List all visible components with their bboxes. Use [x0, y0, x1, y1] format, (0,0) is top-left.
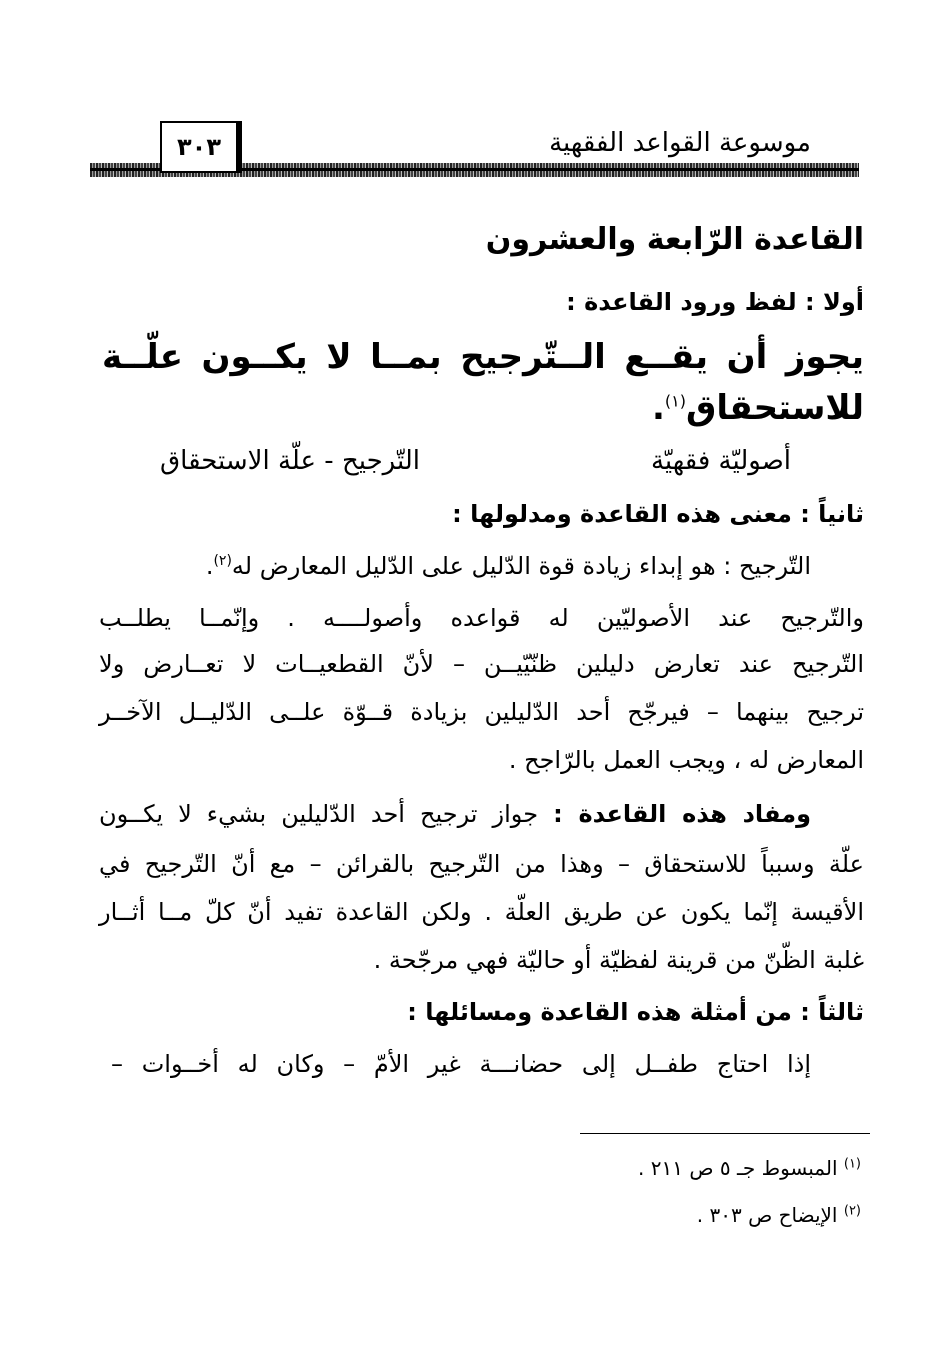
rule-text-word: للاستحقاق	[685, 388, 864, 428]
paragraph-line	[206, 552, 811, 580]
definition-end: .	[205, 552, 214, 580]
third-heading: ثالثاً : من أمثلة هذه القاعدة ومسائلها :	[407, 998, 864, 1026]
paragraph-line: إذا احتاج طفــل إلى حضانـــة غير الأمّ – وكان له أخــوات –	[111, 1050, 811, 1078]
paragraph-line: التّرجيح عند تعارض دليلين ظنّيّيــن – لأنّ القطعيــات لا تعــارض ولا	[99, 650, 864, 678]
rule-text-line1: يجوز أن يقــع الــتّرجيح بمــا لا يكــون علّــة	[102, 337, 864, 377]
paragraph-line: غلبة الظّنّ من قرينة لفظيّة أو حاليّة فهي مرجّحة .	[373, 946, 864, 974]
footnote-marker: (١)	[843, 1156, 861, 1172]
paragraph-line: والتّرجيح عند الأصوليّين له قواعده وأصولــــه . وإنّمــا يطلــب	[99, 604, 864, 632]
footnote-text: الإيضاح ص ٣٠٣ .	[696, 1203, 838, 1227]
footnote-text: المبسوط جـ ٥ ص ٢١١ .	[638, 1156, 838, 1180]
first-heading: أولا : لفظ ورود القاعدة :	[566, 288, 864, 316]
keywords-classification: أصوليّة فقهيّة	[650, 446, 791, 476]
definition-text: التّرجيح : هو إبداء زيادة قوة الدّليل على الدّليل المعارض له	[231, 552, 811, 580]
paragraph-line: المعارض له ، ويجب العمل بالرّاجح .	[508, 746, 864, 774]
paragraph-line: ترجيح بينهما – فيرجّح أحد الدّليلين بزيادة قــوّة علــى الدّليــل الآخــر	[99, 698, 864, 726]
paragraph-line: علّة وسبباً للاستحقاق – وهذا من التّرجيح بالقرائن – مع أنّ التّرجيح في	[99, 850, 864, 878]
rule-text-line2	[652, 388, 864, 428]
page-number: ٣٠٣	[160, 121, 242, 173]
footnote-marker: (٢)	[843, 1203, 861, 1219]
rule-text-end: .	[651, 388, 665, 428]
section-title: القاعدة الرّابعة والعشرون	[485, 222, 864, 257]
footnote	[697, 1203, 861, 1227]
footnote-ref: (٢)	[213, 553, 232, 569]
keywords-terms: التّرجيح - علّة الاستحقاق	[160, 446, 420, 476]
paragraph-text: جواز ترجيح أحد الدّليلين بشيء لا يكــون	[99, 800, 554, 828]
paragraph-line: الأقيسة إنّما يكون عن طريق العلّة . ولكن القاعدة تفيد أنّ كلّ مــا أثــار	[99, 898, 864, 926]
footnote	[638, 1156, 861, 1180]
paragraph-line	[99, 800, 811, 828]
paragraph-lead: ومفاد هذه القاعدة :	[553, 800, 811, 828]
footnote-ref: (١)	[664, 391, 686, 411]
second-heading: ثانياً : معنى هذه القاعدة ومدلولها :	[452, 500, 864, 528]
running-title: موسوعة القواعد الفقهية	[549, 128, 811, 158]
footnote-divider	[580, 1133, 870, 1134]
